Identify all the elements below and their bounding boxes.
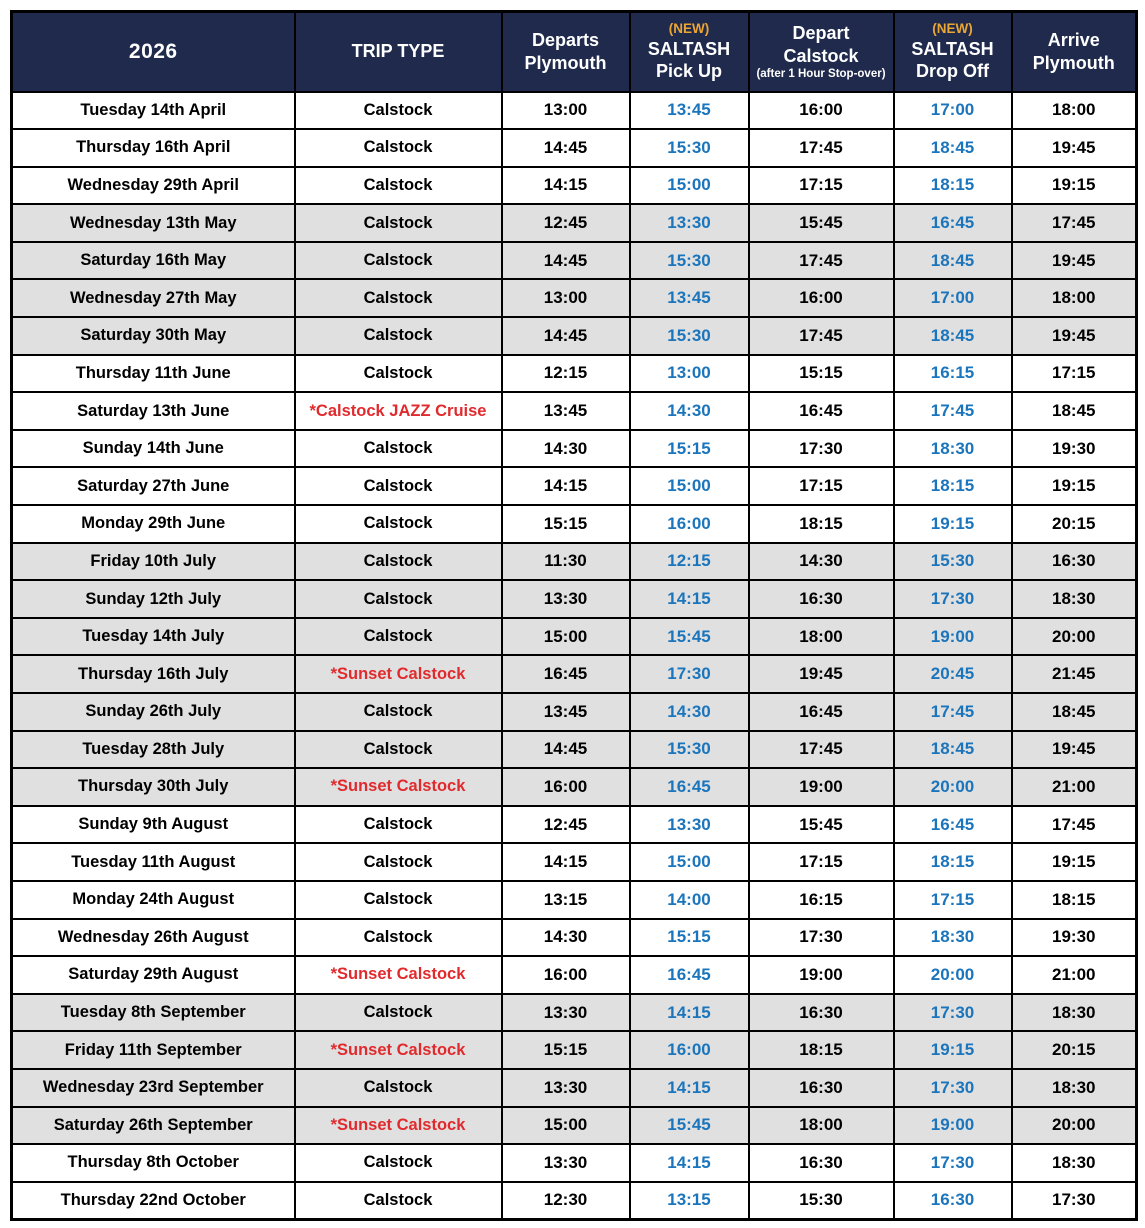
trip-type-cell: Calstock bbox=[295, 355, 502, 393]
table-row bbox=[12, 768, 1137, 806]
saltash-dropoff-cell: 19:00 bbox=[894, 1107, 1012, 1145]
trip-type-cell: Calstock bbox=[295, 505, 502, 543]
depart-calstock-cell: 17:15 bbox=[749, 467, 894, 505]
date-cell: Wednesday 29th April bbox=[12, 167, 295, 205]
saltash-dropoff-cell: 16:15 bbox=[894, 355, 1012, 393]
arrive-plymouth-cell: 17:15 bbox=[1012, 355, 1137, 393]
header-saltash-pickup bbox=[630, 12, 749, 92]
departs-plymouth-cell: 14:45 bbox=[502, 317, 630, 355]
date-cell: Wednesday 27th May bbox=[12, 279, 295, 317]
arrive-plymouth-cell: 19:30 bbox=[1012, 430, 1137, 468]
saltash-dropoff-cell: 18:45 bbox=[894, 317, 1012, 355]
arrive-plymouth-cell: 17:45 bbox=[1012, 204, 1137, 242]
table-row bbox=[12, 693, 1137, 731]
arrive-plymouth-cell: 19:45 bbox=[1012, 129, 1137, 167]
cruise-timetable bbox=[10, 10, 1138, 1221]
trip-type-cell: Calstock bbox=[295, 806, 502, 844]
departs-plymouth-cell: 13:30 bbox=[502, 580, 630, 618]
table-row bbox=[12, 1182, 1137, 1220]
trip-type-cell: *Sunset Calstock bbox=[295, 655, 502, 693]
trip-type-cell: Calstock bbox=[295, 693, 502, 731]
date-cell: Saturday 30th May bbox=[12, 317, 295, 355]
depart-calstock-cell: 16:00 bbox=[749, 279, 894, 317]
departs-plymouth-cell: 13:45 bbox=[502, 693, 630, 731]
depart-calstock-cell: 18:00 bbox=[749, 618, 894, 656]
header-departs-line1: Departs bbox=[531, 30, 600, 51]
arrive-plymouth-cell: 18:30 bbox=[1012, 1144, 1137, 1182]
trip-type-cell: Calstock bbox=[295, 543, 502, 581]
arrive-plymouth-cell: 18:00 bbox=[1012, 279, 1137, 317]
table-row bbox=[12, 543, 1137, 581]
depart-calstock-cell: 17:15 bbox=[749, 167, 894, 205]
saltash-pickup-cell: 15:30 bbox=[630, 242, 749, 280]
departs-plymouth-cell: 16:00 bbox=[502, 768, 630, 806]
saltash-dropoff-cell: 17:30 bbox=[894, 1069, 1012, 1107]
depart-calstock-cell: 18:00 bbox=[749, 1107, 894, 1145]
depart-calstock-cell: 19:45 bbox=[749, 655, 894, 693]
date-cell: Saturday 29th August bbox=[12, 956, 295, 994]
arrive-plymouth-cell: 20:00 bbox=[1012, 618, 1137, 656]
table-row bbox=[12, 580, 1137, 618]
table-row bbox=[12, 1107, 1137, 1145]
table-row bbox=[12, 881, 1137, 919]
trip-type-cell: Calstock bbox=[295, 1144, 502, 1182]
saltash-dropoff-cell: 18:45 bbox=[894, 129, 1012, 167]
trip-type-cell: Calstock bbox=[295, 580, 502, 618]
saltash-pickup-cell: 13:15 bbox=[630, 1182, 749, 1220]
header-departs-plymouth bbox=[502, 12, 630, 92]
saltash-pickup-cell: 15:45 bbox=[630, 618, 749, 656]
departs-plymouth-cell: 16:45 bbox=[502, 655, 630, 693]
arrive-plymouth-cell: 18:30 bbox=[1012, 1069, 1137, 1107]
depart-calstock-cell: 16:30 bbox=[749, 994, 894, 1032]
depart-calstock-cell: 16:15 bbox=[749, 881, 894, 919]
date-cell: Wednesday 23rd September bbox=[12, 1069, 295, 1107]
departs-plymouth-cell: 15:00 bbox=[502, 1107, 630, 1145]
table-row bbox=[12, 618, 1137, 656]
saltash-pickup-cell: 14:30 bbox=[630, 392, 749, 430]
departs-plymouth-cell: 15:15 bbox=[502, 1031, 630, 1069]
table-row bbox=[12, 731, 1137, 769]
saltash-dropoff-cell: 18:15 bbox=[894, 167, 1012, 205]
arrive-plymouth-cell: 19:45 bbox=[1012, 242, 1137, 280]
table-row bbox=[12, 1144, 1137, 1182]
depart-calstock-cell: 16:00 bbox=[749, 92, 894, 130]
arrive-plymouth-cell: 17:30 bbox=[1012, 1182, 1137, 1220]
departs-plymouth-cell: 13:00 bbox=[502, 279, 630, 317]
date-cell: Friday 11th September bbox=[12, 1031, 295, 1069]
table-row bbox=[12, 242, 1137, 280]
departs-plymouth-cell: 14:45 bbox=[502, 129, 630, 167]
arrive-plymouth-cell: 18:30 bbox=[1012, 580, 1137, 618]
depart-calstock-cell: 17:15 bbox=[749, 843, 894, 881]
departs-plymouth-cell: 14:45 bbox=[502, 242, 630, 280]
header-dropoff-line1: SALTASH bbox=[911, 38, 994, 59]
depart-calstock-cell: 17:45 bbox=[749, 317, 894, 355]
departs-plymouth-cell: 13:30 bbox=[502, 994, 630, 1032]
trip-type-cell: *Sunset Calstock bbox=[295, 1107, 502, 1145]
new-badge: (NEW) bbox=[668, 21, 710, 36]
date-cell: Thursday 8th October bbox=[12, 1144, 295, 1182]
trip-type-cell: Calstock bbox=[295, 92, 502, 130]
saltash-dropoff-cell: 18:45 bbox=[894, 242, 1012, 280]
saltash-dropoff-cell: 17:45 bbox=[894, 392, 1012, 430]
arrive-plymouth-cell: 18:15 bbox=[1012, 881, 1137, 919]
header-calstock-line2: Calstock bbox=[783, 45, 859, 66]
saltash-pickup-cell: 15:30 bbox=[630, 129, 749, 167]
saltash-dropoff-cell: 17:00 bbox=[894, 92, 1012, 130]
table-row bbox=[12, 956, 1137, 994]
saltash-dropoff-cell: 20:45 bbox=[894, 655, 1012, 693]
table-row bbox=[12, 317, 1137, 355]
saltash-dropoff-cell: 17:30 bbox=[894, 1144, 1012, 1182]
trip-type-cell: Calstock bbox=[295, 618, 502, 656]
date-cell: Thursday 22nd October bbox=[12, 1182, 295, 1220]
trip-type-cell: Calstock bbox=[295, 204, 502, 242]
saltash-dropoff-cell: 18:15 bbox=[894, 467, 1012, 505]
arrive-plymouth-cell: 19:15 bbox=[1012, 167, 1137, 205]
saltash-pickup-cell: 14:30 bbox=[630, 693, 749, 731]
table-row bbox=[12, 467, 1137, 505]
header-pickup-line2: Pick Up bbox=[655, 61, 723, 82]
date-cell: Thursday 11th June bbox=[12, 355, 295, 393]
saltash-pickup-cell: 16:45 bbox=[630, 956, 749, 994]
saltash-pickup-cell: 15:30 bbox=[630, 317, 749, 355]
depart-calstock-cell: 19:00 bbox=[749, 768, 894, 806]
trip-type-cell: Calstock bbox=[295, 129, 502, 167]
saltash-dropoff-cell: 17:45 bbox=[894, 693, 1012, 731]
arrive-plymouth-cell: 18:45 bbox=[1012, 392, 1137, 430]
depart-calstock-cell: 17:45 bbox=[749, 129, 894, 167]
saltash-pickup-cell: 15:30 bbox=[630, 731, 749, 769]
header-dropoff-line2: Drop Off bbox=[916, 61, 989, 82]
trip-type-cell: Calstock bbox=[295, 242, 502, 280]
table-row bbox=[12, 1031, 1137, 1069]
departs-plymouth-cell: 15:00 bbox=[502, 618, 630, 656]
saltash-pickup-cell: 14:00 bbox=[630, 881, 749, 919]
saltash-pickup-cell: 15:00 bbox=[630, 467, 749, 505]
saltash-dropoff-cell: 18:30 bbox=[894, 919, 1012, 957]
depart-calstock-cell: 14:30 bbox=[749, 543, 894, 581]
arrive-plymouth-cell: 20:00 bbox=[1012, 1107, 1137, 1145]
trip-type-cell: Calstock bbox=[295, 430, 502, 468]
table-row bbox=[12, 167, 1137, 205]
saltash-dropoff-cell: 18:45 bbox=[894, 731, 1012, 769]
header-arrive-line2: Plymouth bbox=[1032, 52, 1115, 73]
depart-calstock-cell: 17:45 bbox=[749, 731, 894, 769]
trip-type-cell: Calstock bbox=[295, 1182, 502, 1220]
saltash-dropoff-cell: 19:15 bbox=[894, 505, 1012, 543]
date-cell: Monday 29th June bbox=[12, 505, 295, 543]
table-row bbox=[12, 204, 1137, 242]
table-row bbox=[12, 279, 1137, 317]
saltash-dropoff-cell: 17:30 bbox=[894, 994, 1012, 1032]
trip-type-cell: *Calstock JAZZ Cruise bbox=[295, 392, 502, 430]
departs-plymouth-cell: 11:30 bbox=[502, 543, 630, 581]
table-row bbox=[12, 843, 1137, 881]
arrive-plymouth-cell: 18:45 bbox=[1012, 693, 1137, 731]
departs-plymouth-cell: 13:15 bbox=[502, 881, 630, 919]
trip-type-cell: Calstock bbox=[295, 919, 502, 957]
saltash-dropoff-cell: 16:30 bbox=[894, 1182, 1012, 1220]
depart-calstock-cell: 18:15 bbox=[749, 505, 894, 543]
date-cell: Tuesday 14th July bbox=[12, 618, 295, 656]
arrive-plymouth-cell: 19:45 bbox=[1012, 731, 1137, 769]
departs-plymouth-cell: 14:45 bbox=[502, 731, 630, 769]
departs-plymouth-cell: 14:15 bbox=[502, 843, 630, 881]
arrive-plymouth-cell: 18:30 bbox=[1012, 994, 1137, 1032]
depart-calstock-cell: 19:00 bbox=[749, 956, 894, 994]
saltash-pickup-cell: 14:15 bbox=[630, 1069, 749, 1107]
arrive-plymouth-cell: 18:00 bbox=[1012, 92, 1137, 130]
date-cell: Sunday 26th July bbox=[12, 693, 295, 731]
timetable-body bbox=[12, 92, 1137, 1220]
saltash-dropoff-cell: 15:30 bbox=[894, 543, 1012, 581]
header-year: 2026 bbox=[12, 12, 295, 92]
departs-plymouth-cell: 13:30 bbox=[502, 1144, 630, 1182]
saltash-dropoff-cell: 16:45 bbox=[894, 204, 1012, 242]
trip-type-cell: *Sunset Calstock bbox=[295, 768, 502, 806]
date-cell: Wednesday 26th August bbox=[12, 919, 295, 957]
header-arrive-plymouth bbox=[1012, 12, 1137, 92]
arrive-plymouth-cell: 21:45 bbox=[1012, 655, 1137, 693]
departs-plymouth-cell: 12:30 bbox=[502, 1182, 630, 1220]
trip-type-cell: Calstock bbox=[295, 167, 502, 205]
saltash-dropoff-cell: 18:15 bbox=[894, 843, 1012, 881]
depart-calstock-cell: 17:30 bbox=[749, 919, 894, 957]
date-cell: Sunday 9th August bbox=[12, 806, 295, 844]
table-row bbox=[12, 129, 1137, 167]
trip-type-cell: Calstock bbox=[295, 317, 502, 355]
header-arrive-line1: Arrive bbox=[1047, 30, 1100, 51]
arrive-plymouth-cell: 21:00 bbox=[1012, 768, 1137, 806]
date-cell: Sunday 12th July bbox=[12, 580, 295, 618]
header-calstock-line1: Depart bbox=[792, 23, 850, 44]
saltash-pickup-cell: 15:15 bbox=[630, 430, 749, 468]
date-cell: Monday 24th August bbox=[12, 881, 295, 919]
trip-type-cell: Calstock bbox=[295, 731, 502, 769]
departs-plymouth-cell: 15:15 bbox=[502, 505, 630, 543]
trip-type-cell: Calstock bbox=[295, 467, 502, 505]
header-depart-calstock bbox=[749, 12, 894, 92]
table-row bbox=[12, 655, 1137, 693]
new-badge: (NEW) bbox=[932, 21, 973, 36]
depart-calstock-cell: 15:30 bbox=[749, 1182, 894, 1220]
saltash-pickup-cell: 13:30 bbox=[630, 204, 749, 242]
table-row bbox=[12, 355, 1137, 393]
depart-calstock-cell: 16:30 bbox=[749, 1144, 894, 1182]
departs-plymouth-cell: 14:30 bbox=[502, 430, 630, 468]
table-row bbox=[12, 430, 1137, 468]
date-cell: Wednesday 13th May bbox=[12, 204, 295, 242]
saltash-dropoff-cell: 18:30 bbox=[894, 430, 1012, 468]
depart-calstock-cell: 17:45 bbox=[749, 242, 894, 280]
saltash-dropoff-cell: 20:00 bbox=[894, 956, 1012, 994]
depart-calstock-cell: 15:15 bbox=[749, 355, 894, 393]
arrive-plymouth-cell: 19:30 bbox=[1012, 919, 1137, 957]
departs-plymouth-cell: 13:45 bbox=[502, 392, 630, 430]
header-trip-type: TRIP TYPE bbox=[295, 12, 502, 92]
arrive-plymouth-cell: 20:15 bbox=[1012, 505, 1137, 543]
arrive-plymouth-cell: 19:15 bbox=[1012, 467, 1137, 505]
date-cell: Sunday 14th June bbox=[12, 430, 295, 468]
saltash-dropoff-cell: 17:00 bbox=[894, 279, 1012, 317]
saltash-pickup-cell: 14:15 bbox=[630, 1144, 749, 1182]
header-row bbox=[12, 12, 1137, 92]
saltash-dropoff-cell: 19:15 bbox=[894, 1031, 1012, 1069]
departs-plymouth-cell: 14:30 bbox=[502, 919, 630, 957]
departs-plymouth-cell: 14:15 bbox=[502, 467, 630, 505]
arrive-plymouth-cell: 16:30 bbox=[1012, 543, 1137, 581]
trip-type-cell: *Sunset Calstock bbox=[295, 956, 502, 994]
departs-plymouth-cell: 13:00 bbox=[502, 92, 630, 130]
saltash-pickup-cell: 16:45 bbox=[630, 768, 749, 806]
trip-type-cell: Calstock bbox=[295, 1069, 502, 1107]
timetable-header bbox=[12, 12, 1137, 92]
table-row bbox=[12, 806, 1137, 844]
depart-calstock-cell: 16:45 bbox=[749, 693, 894, 731]
table-row bbox=[12, 92, 1137, 130]
trip-type-cell: Calstock bbox=[295, 843, 502, 881]
departs-plymouth-cell: 14:15 bbox=[502, 167, 630, 205]
departs-plymouth-cell: 16:00 bbox=[502, 956, 630, 994]
departs-plymouth-cell: 12:45 bbox=[502, 806, 630, 844]
departs-plymouth-cell: 13:30 bbox=[502, 1069, 630, 1107]
departs-plymouth-cell: 12:15 bbox=[502, 355, 630, 393]
trip-type-cell: *Sunset Calstock bbox=[295, 1031, 502, 1069]
date-cell: Thursday 30th July bbox=[12, 768, 295, 806]
arrive-plymouth-cell: 21:00 bbox=[1012, 956, 1137, 994]
header-pickup-line1: SALTASH bbox=[647, 38, 731, 59]
trip-type-cell: Calstock bbox=[295, 994, 502, 1032]
date-cell: Thursday 16th April bbox=[12, 129, 295, 167]
saltash-pickup-cell: 16:00 bbox=[630, 505, 749, 543]
header-saltash-dropoff bbox=[894, 12, 1012, 92]
saltash-pickup-cell: 15:45 bbox=[630, 1107, 749, 1145]
depart-calstock-cell: 15:45 bbox=[749, 204, 894, 242]
saltash-pickup-cell: 12:15 bbox=[630, 543, 749, 581]
date-cell: Tuesday 11th August bbox=[12, 843, 295, 881]
saltash-pickup-cell: 14:15 bbox=[630, 580, 749, 618]
date-cell: Thursday 16th July bbox=[12, 655, 295, 693]
saltash-dropoff-cell: 16:45 bbox=[894, 806, 1012, 844]
date-cell: Friday 10th July bbox=[12, 543, 295, 581]
arrive-plymouth-cell: 20:15 bbox=[1012, 1031, 1137, 1069]
date-cell: Tuesday 14th April bbox=[12, 92, 295, 130]
saltash-pickup-cell: 14:15 bbox=[630, 994, 749, 1032]
table-row bbox=[12, 505, 1137, 543]
stopover-note: (after 1 Hour Stop-over) bbox=[756, 67, 886, 80]
header-departs-line2: Plymouth bbox=[524, 52, 607, 73]
date-cell: Saturday 27th June bbox=[12, 467, 295, 505]
table-row bbox=[12, 919, 1137, 957]
date-cell: Tuesday 28th July bbox=[12, 731, 295, 769]
saltash-pickup-cell: 17:30 bbox=[630, 655, 749, 693]
saltash-pickup-cell: 13:45 bbox=[630, 92, 749, 130]
date-cell: Tuesday 8th September bbox=[12, 994, 295, 1032]
saltash-pickup-cell: 13:45 bbox=[630, 279, 749, 317]
arrive-plymouth-cell: 17:45 bbox=[1012, 806, 1137, 844]
table-row bbox=[12, 1069, 1137, 1107]
departs-plymouth-cell: 12:45 bbox=[502, 204, 630, 242]
date-cell: Saturday 13th June bbox=[12, 392, 295, 430]
trip-type-cell: Calstock bbox=[295, 881, 502, 919]
arrive-plymouth-cell: 19:15 bbox=[1012, 843, 1137, 881]
table-row bbox=[12, 994, 1137, 1032]
depart-calstock-cell: 17:30 bbox=[749, 430, 894, 468]
depart-calstock-cell: 16:45 bbox=[749, 392, 894, 430]
saltash-pickup-cell: 15:00 bbox=[630, 843, 749, 881]
trip-type-cell: Calstock bbox=[295, 279, 502, 317]
saltash-pickup-cell: 13:30 bbox=[630, 806, 749, 844]
saltash-dropoff-cell: 19:00 bbox=[894, 618, 1012, 656]
depart-calstock-cell: 15:45 bbox=[749, 806, 894, 844]
date-cell: Saturday 26th September bbox=[12, 1107, 295, 1145]
table-row bbox=[12, 392, 1137, 430]
saltash-dropoff-cell: 17:15 bbox=[894, 881, 1012, 919]
saltash-pickup-cell: 15:15 bbox=[630, 919, 749, 957]
date-cell: Saturday 16th May bbox=[12, 242, 295, 280]
saltash-pickup-cell: 15:00 bbox=[630, 167, 749, 205]
depart-calstock-cell: 18:15 bbox=[749, 1031, 894, 1069]
saltash-dropoff-cell: 20:00 bbox=[894, 768, 1012, 806]
depart-calstock-cell: 16:30 bbox=[749, 580, 894, 618]
saltash-dropoff-cell: 17:30 bbox=[894, 580, 1012, 618]
depart-calstock-cell: 16:30 bbox=[749, 1069, 894, 1107]
saltash-pickup-cell: 13:00 bbox=[630, 355, 749, 393]
saltash-pickup-cell: 16:00 bbox=[630, 1031, 749, 1069]
arrive-plymouth-cell: 19:45 bbox=[1012, 317, 1137, 355]
